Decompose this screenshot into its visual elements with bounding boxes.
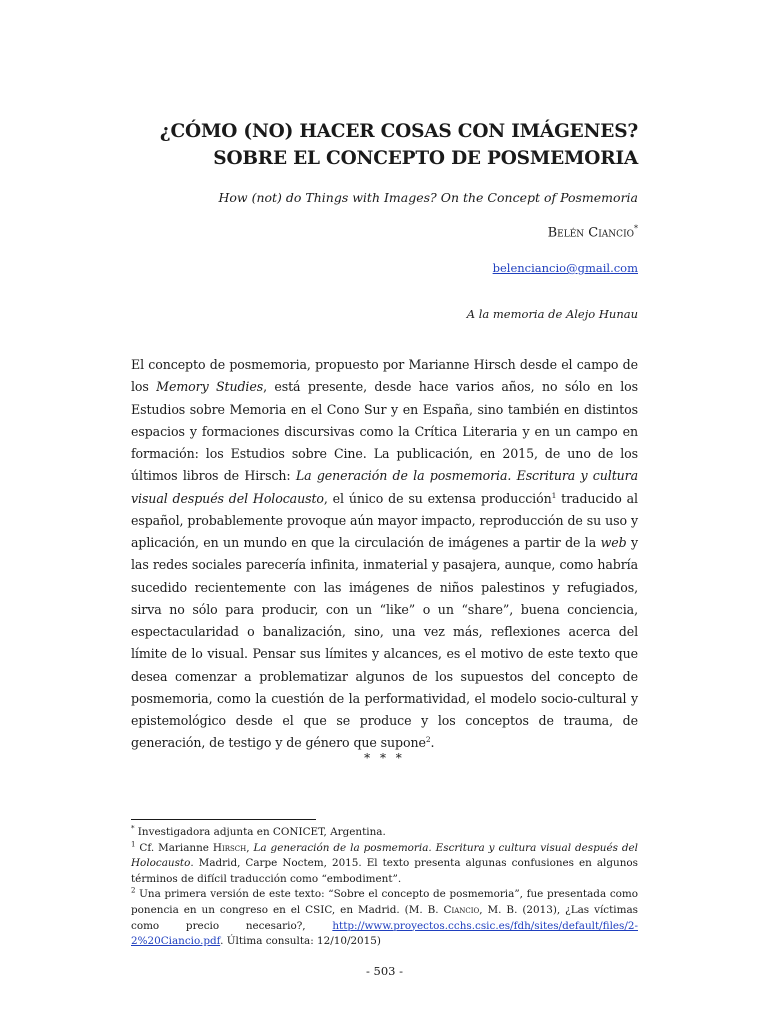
footnote-1 — [131, 841, 638, 888]
footnote-star — [131, 825, 638, 841]
footnote-text: Investigadora adjunta en CONICET, Argentina. — [134, 826, 386, 838]
footnote-ref-1[interactable]: 1 — [551, 490, 557, 500]
body-text-run: , el único de su extensa producción — [323, 490, 552, 506]
footnote-text: Cf. Marianne — [135, 841, 213, 854]
footnote-mark: 2 — [131, 886, 136, 895]
section-separator: * * * — [364, 751, 405, 765]
author-footnote-mark[interactable]: * — [634, 224, 638, 233]
book-title: La generación de la posmemoria. Escritura y cultura visual después del Holocausto — [131, 468, 638, 506]
footnote-text: Una primera versión de este texto: “Sobre el concepto de posmemoria”, fue presentada como ponencia en un congreso en el CSIC, en Madrid. (M. B. — [131, 888, 638, 916]
english-subtitle: How (not) do Things with Images? On the Concept of Posmemoria — [218, 190, 638, 205]
article-title — [131, 118, 638, 172]
author — [548, 224, 638, 240]
body-italic-run: web — [600, 535, 627, 550]
footnote-text: . Madrid, Carpe Noctem, 2015. El texto presenta algunas confusiones en algunos términos de difícil traducción como “embodiment”. — [131, 857, 638, 885]
author-email-link[interactable]: belenciancio@gmail.com — [492, 261, 638, 275]
body-text-run: y las redes sociales parecería infinita, inmaterial y pasajera, aunque, como habría sucedido recientemente con las imágenes de niños palestinos y refugiados, sirva no sólo para producir, con un “like” o un “share”, buena conciencia, espectacularidad o banalización, sino, una vez más, reflexiones acerca del límite de lo visual. Pensar sus límites y alcances, es el motivo de este texto que desea comenzar a problematizar algunos de los supuestos del concepto de posmemoria, como la cuestión de la performatividad, el modelo socio-cultural y epistemológico desde el que se produce y los conceptos de trauma, de generación, de testigo y de género que supone — [131, 535, 638, 751]
footnote-text: , M. B. (2013), ¿Las víctimas como precio necesario?, — [131, 903, 638, 932]
body-text-run: traducido al español, probablemente provoque aún mayor impacto, reproducción de su uso y aplicación, en un mundo en que la circulación de imágenes a partir de la — [131, 490, 638, 550]
footnote-url-link[interactable]: http://www.proyectos.cchs.csic.es/fdh/sites/default/files/2-2%20Ciancio.pdf — [131, 919, 638, 948]
body-paragraph — [131, 354, 638, 755]
footnote-divider — [131, 819, 316, 820]
footnote-text: , — [246, 841, 254, 854]
footnotes — [131, 825, 638, 950]
page-number: - 503 - — [365, 964, 404, 978]
footnote-author-surname: Ciancio — [443, 903, 480, 916]
dedication: A la memoria de Alejo Hunau — [466, 307, 638, 321]
body-text-run: , está presente, desde hace varios años, no sólo en los Estudios sobre Memoria en el Cono Sur y en España, sino también en distintos espacios y formaciones discursivas como la Crítica Literaria y en un campo en formación: los Estudios sobre Cine. La publicación, en 2015, de uno de los últimos libros de Hirsch: — [131, 379, 638, 484]
author-name: Belén Ciancio — [547, 225, 634, 241]
title-line-1: ¿CÓMO (NO) HACER COSAS CON IMÁGENES? — [159, 121, 638, 142]
page — [131, 0, 638, 1024]
footnote-ref-2[interactable]: 2 — [425, 735, 431, 745]
footnote-mark: 1 — [131, 840, 136, 849]
footnote-author-surname: Hirsch — [212, 841, 247, 854]
body-text-run: . — [430, 735, 435, 751]
title-line-2: SOBRE EL CONCEPTO DE POSMEMORIA — [213, 148, 638, 169]
body-text — [131, 354, 638, 755]
footnote-book-title: La generación de la posmemoria. Escritura y cultura visual después del Holocausto — [131, 841, 638, 870]
footnote-mark: * — [131, 824, 135, 833]
footnote-text: . Última consulta: 12/10/2015) — [220, 935, 381, 948]
footnote-2 — [131, 887, 638, 949]
body-text-run: El concepto de posmemoria, propuesto por Marianne Hirsch desde el campo de los — [131, 357, 638, 395]
body-italic-run: Memory Studies — [156, 379, 264, 395]
